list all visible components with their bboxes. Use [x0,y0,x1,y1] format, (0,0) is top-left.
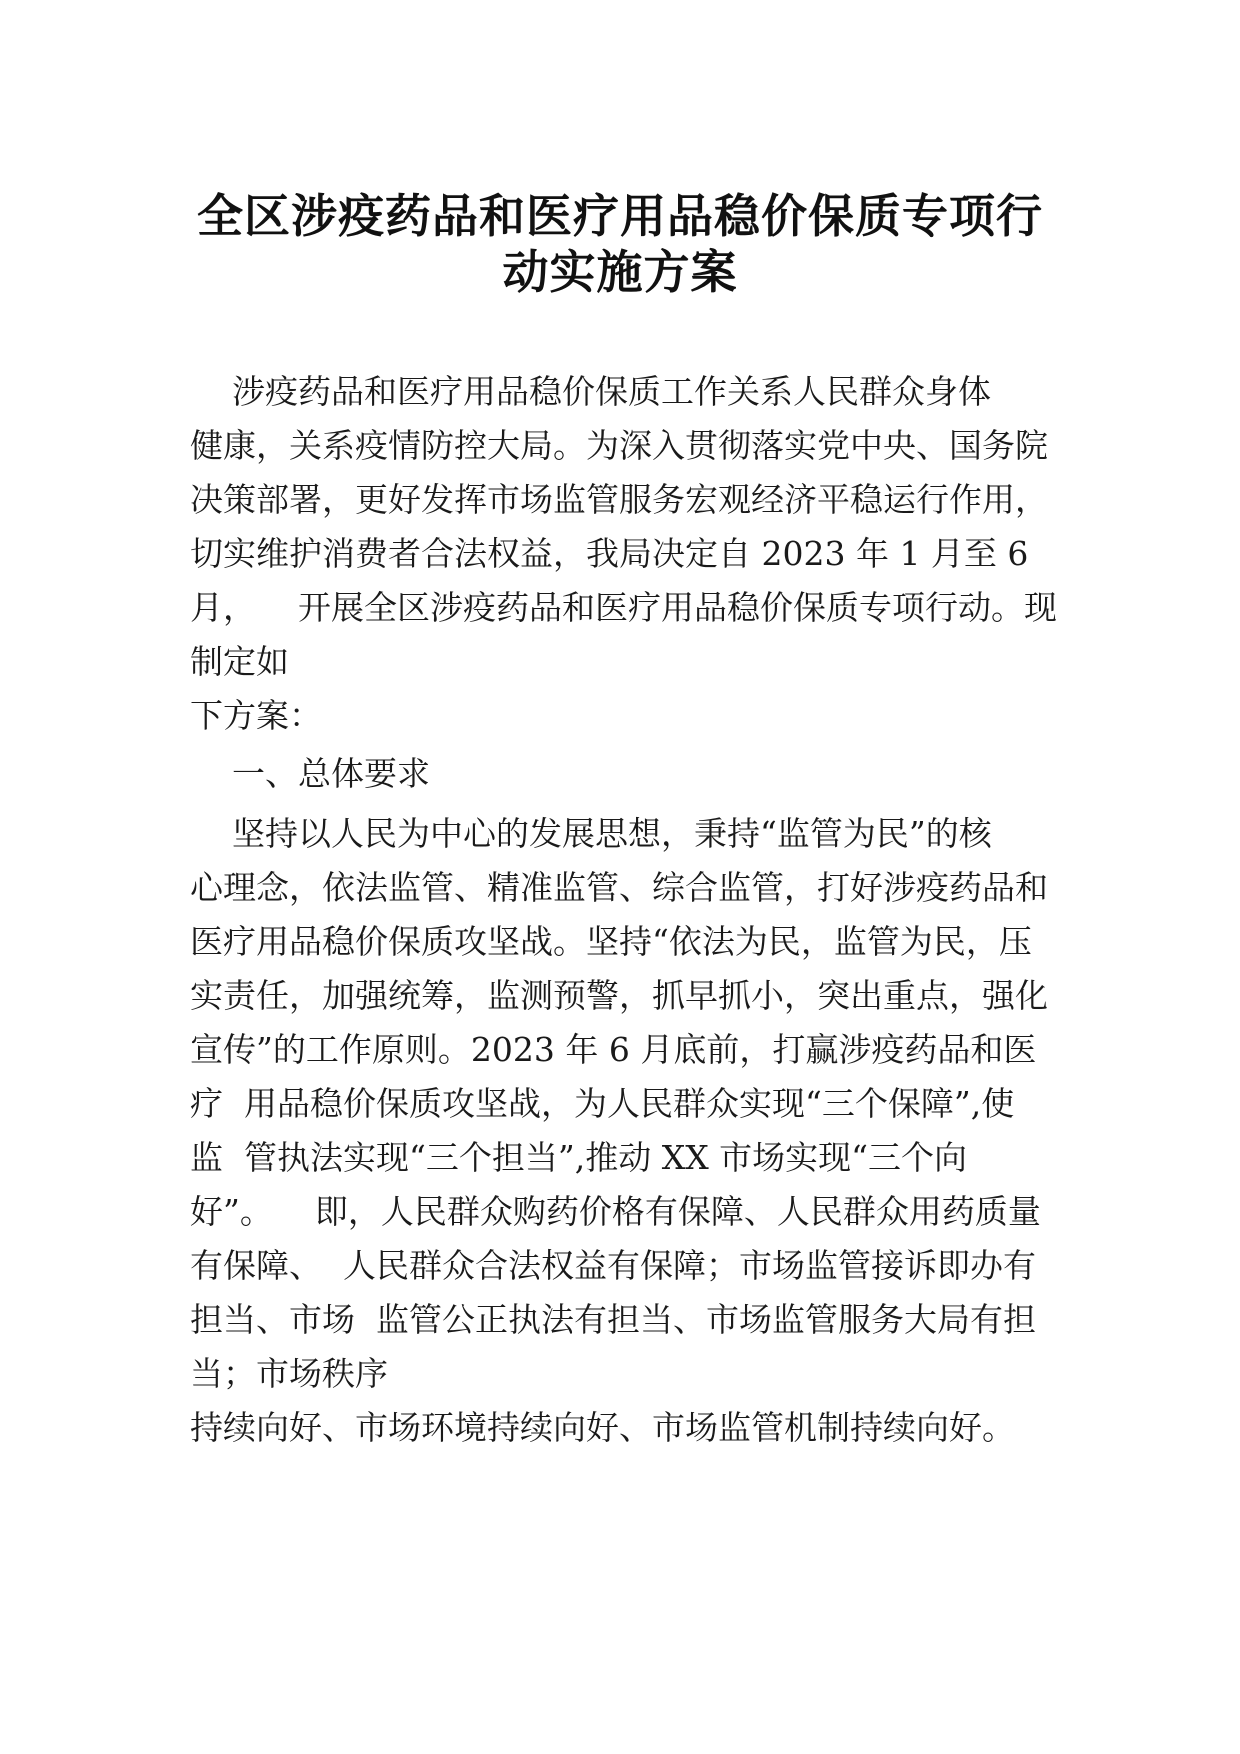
document-title-line-1: 全区涉疫药品和医疗用品稳价保质专项行 [197,189,1043,243]
document-title-line-2: 动实施方案 [502,245,738,299]
body-line-9: 坚持以人民为中心的发展思想，秉持“监管为民”的核 [190,814,992,853]
body-line-12: 实责任，加强统筹，监测预警，抓早抓小，突出重点，强化 [190,976,1048,1015]
body-line-18: 担当、市场 监管公正执法有担当、市场监管服务大局有担 [190,1300,1036,1339]
body-line-10: 心理念，依法监管、精准监管、综合监管，打好涉疫药品和 [190,868,1048,907]
body-line-3: 决策部署，更好发挥市场监管服务宏观经济平稳运行作用， [190,480,1048,519]
body-line-15: 监 管执法实现“三个担当”,推动 XX 市场实现“三个向 [190,1138,968,1177]
body-line-4: 切实维护消费者合法权益，我局决定自 2023 年 1 月至 6 [190,534,1029,573]
body-line-5: 月， 开展全区涉疫药品和医疗用品稳价保质专项行动。现 [190,588,1057,627]
body-line-1: 涉疫药品和医疗用品稳价保质工作关系人民群众身体 [190,372,991,411]
body-line-6: 制定如 [190,642,289,681]
body-line-2: 健康，关系疫情防控大局。为深入贯彻落实党中央、国务院 [190,426,1048,465]
body-line-16: 好”。 即，人民群众购药价格有保障、人民群众用药质量 [190,1192,1041,1231]
body-line-19: 当；市场秩序 [190,1354,388,1393]
section-heading: 一、总体要求 [190,754,430,793]
body-line-11: 医疗用品稳价保质攻坚战。坚持“依法为民，监管为民，压 [190,922,1032,961]
body-line-7: 下方案： [190,696,322,735]
body-line-14: 疗 用品稳价保质攻坚战，为人民群众实现“三个保障”,使 [190,1084,1015,1123]
body-line-20: 持续向好、市场环境持续向好、市场监管机制持续向好。 [190,1408,1015,1447]
body-line-13: 宣传”的工作原则。2023 年 6 月底前，打赢涉疫药品和医 [190,1030,1037,1069]
body-line-17: 有保障、 人民群众合法权益有保障；市场监管接诉即办有 [190,1246,1036,1285]
